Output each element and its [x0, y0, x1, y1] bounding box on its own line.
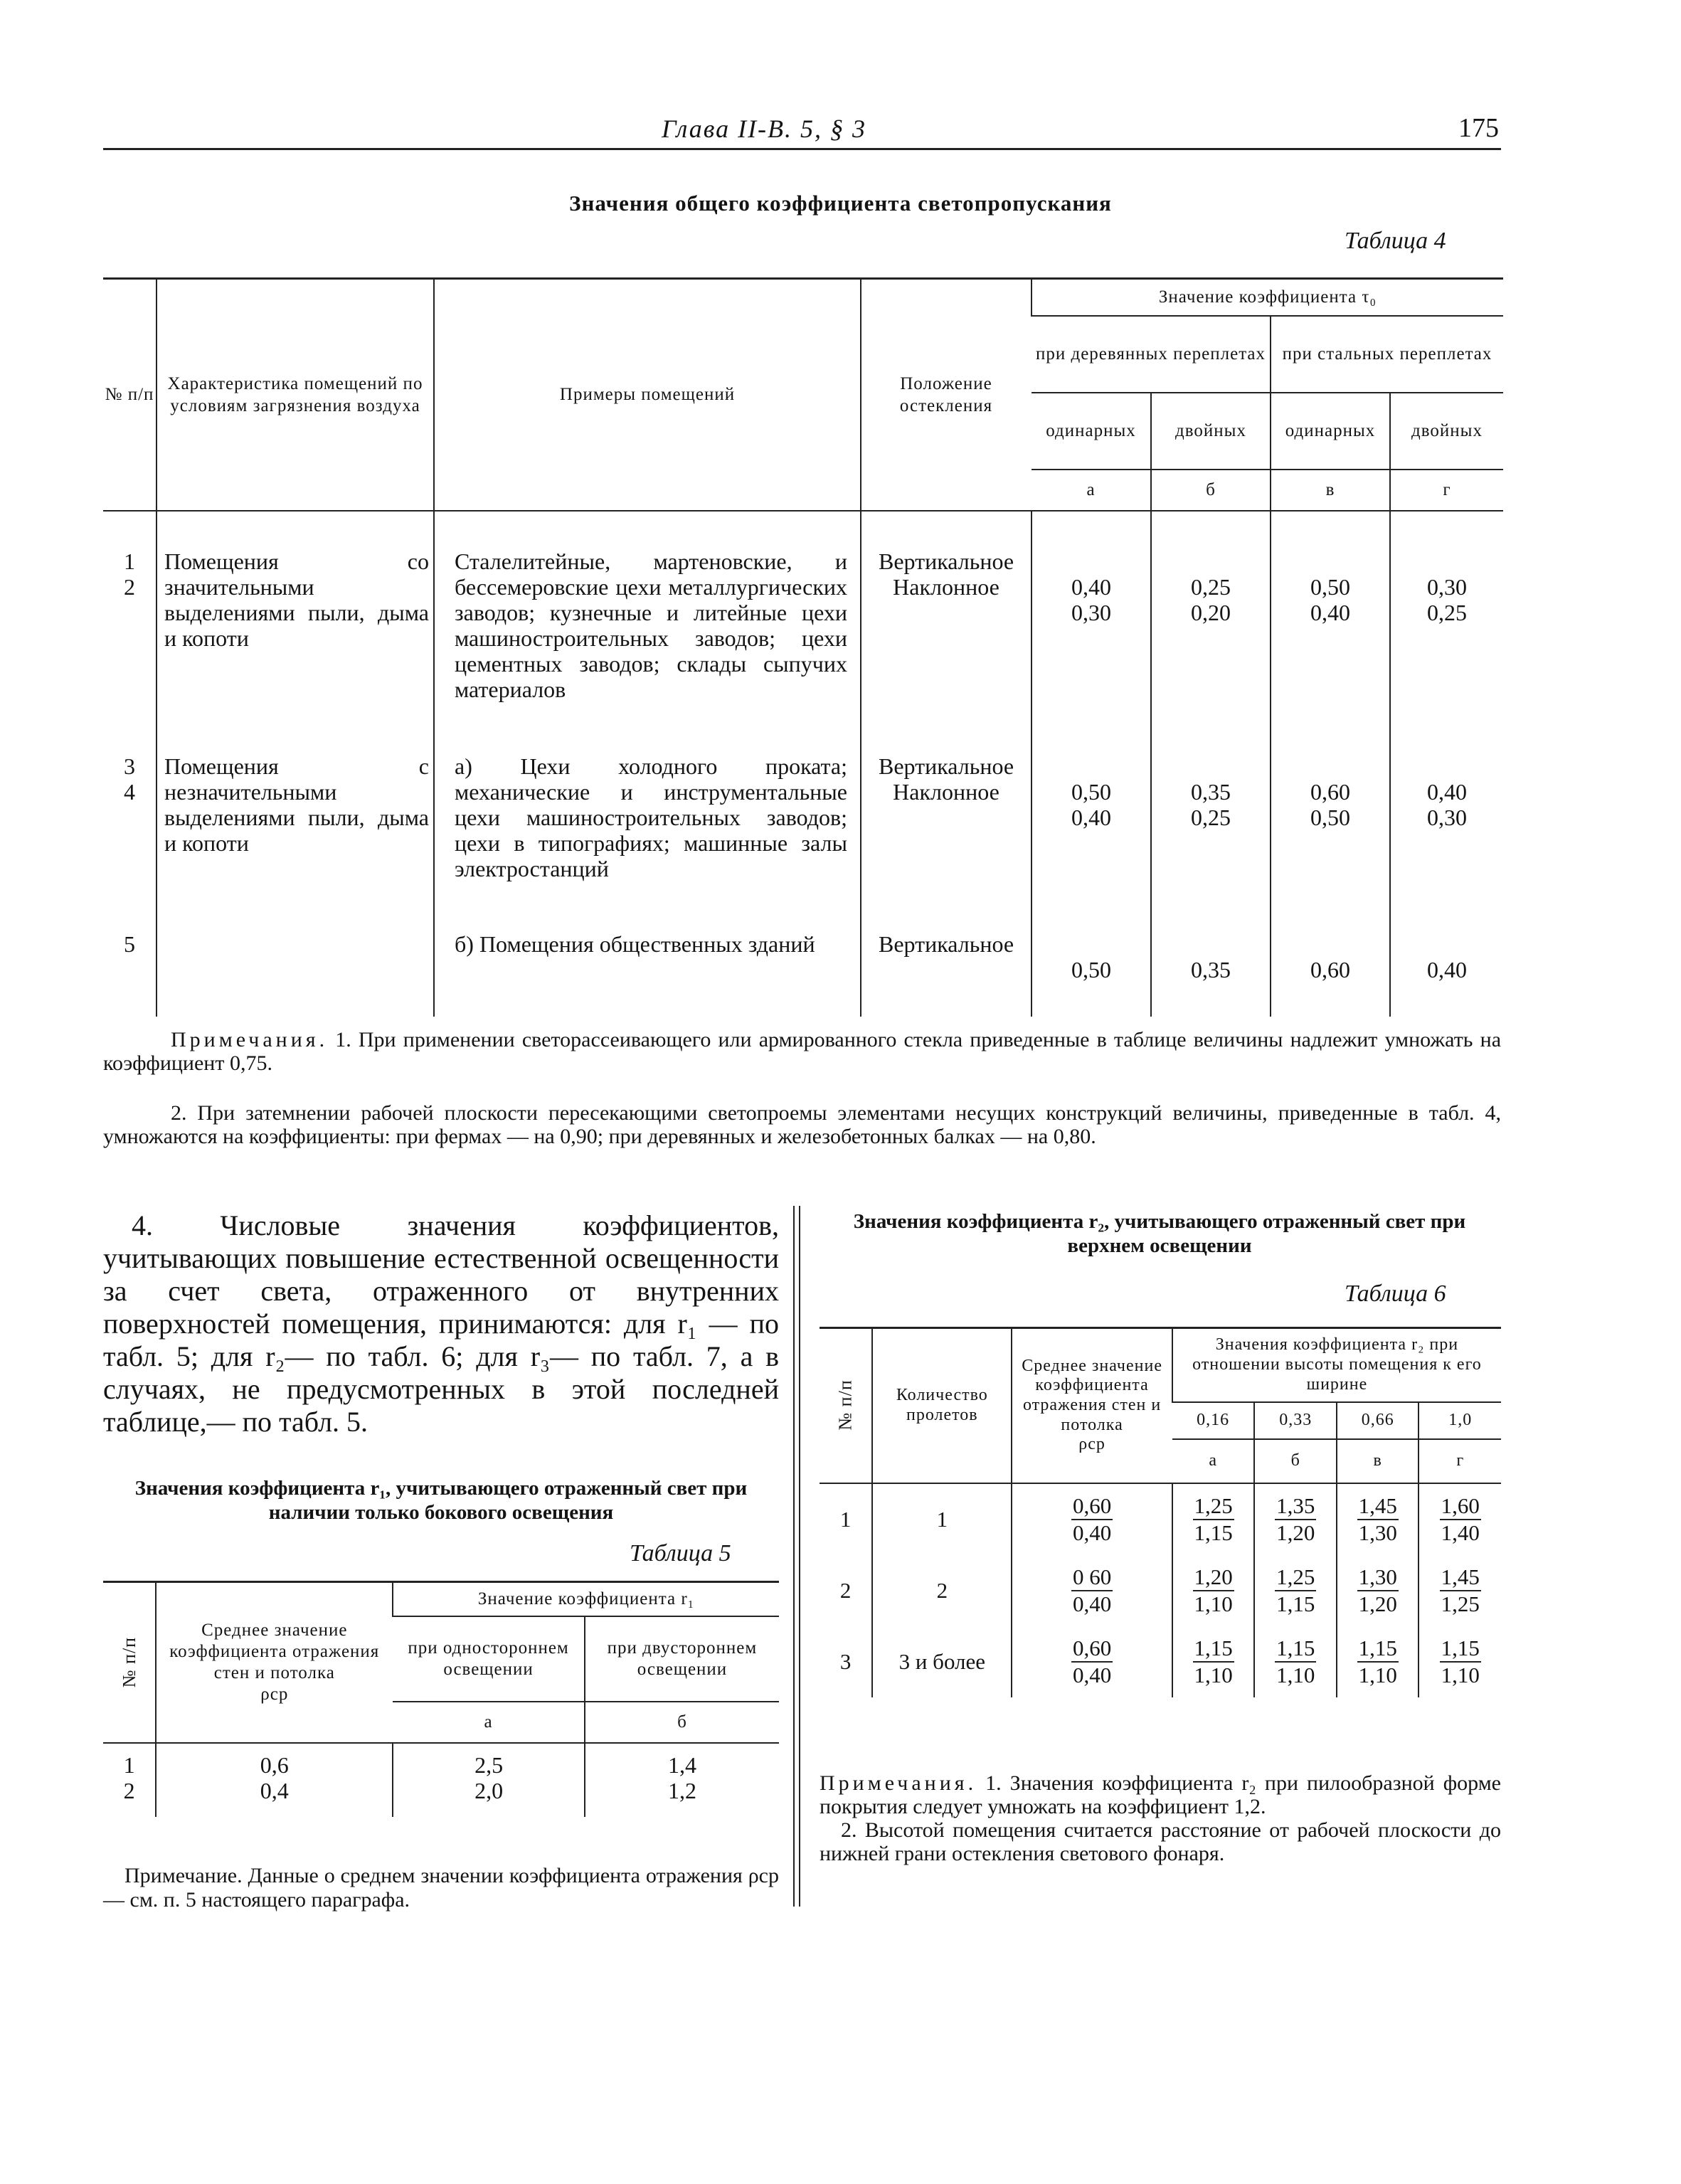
t5-value: 2,5 [474, 1751, 504, 1778]
t5-two-sided [585, 1743, 779, 1817]
row-number: 3 [839, 1648, 852, 1674]
t6-header-spans: Количество пролетов [872, 1328, 1012, 1483]
t4-value-cell [1151, 753, 1271, 931]
t6-value: $\frac{1,20}{1,10}$ [1172, 1555, 1255, 1626]
row-number: 2 [124, 573, 135, 600]
table-row [820, 1483, 1501, 1555]
t6-spans: 2 [872, 1555, 1012, 1626]
t5-one-sided [393, 1743, 585, 1817]
t5-header-coef-group: Значение коэффициента r₁ [393, 1582, 779, 1616]
t4-value-cell [1271, 511, 1390, 753]
table-row [820, 1555, 1501, 1626]
t6-header-avg: Среднее значение коэффициента отражения стен и потолка ρср [1012, 1328, 1172, 1483]
note-text: 1. При применении светорассеивающего или армированного стекла приведенные в таблице величины надлежит умножать на коэффициент 0,75. [103, 1028, 1502, 1075]
t4-value: 0,30 [1427, 573, 1467, 600]
t4-positions [861, 511, 1032, 753]
page-number: 175 [1458, 113, 1499, 143]
t6-avg: $\frac{0 60}{0,40}$ [1012, 1555, 1172, 1626]
t5-letter: б [585, 1702, 779, 1743]
t4-header-position: Положение остекления [861, 279, 1032, 511]
t4-value: 0,20 [1191, 599, 1231, 625]
t6-letter: в [1337, 1439, 1419, 1483]
table4-label: Таблица 4 [1345, 228, 1446, 254]
t4-value-cell [1032, 753, 1151, 931]
t4-value: 0,40 [1071, 804, 1111, 830]
t6-value: $\frac{1,25}{1,15}$ [1254, 1555, 1337, 1626]
t4-letter: в [1271, 470, 1390, 511]
row-number: 2 [123, 1777, 135, 1803]
t4-value: 0,40 [1071, 573, 1111, 600]
t6-value: $\frac{1,15}{1,10}$ [1418, 1626, 1501, 1697]
table5-note: Примечание. Данные о среднем значении коэффициента отражения ρср— см. п. 5 настоящего параграфа. [103, 1864, 779, 1912]
t4-header-double: двойных [1390, 393, 1503, 470]
t4-value: 0,25 [1191, 804, 1231, 830]
t6-letter: а [1172, 1439, 1255, 1483]
t4-header-coef-group: Значение коэффициента τ₀ [1032, 279, 1503, 316]
t4-value: 0,50 [1071, 778, 1111, 805]
t5-header-one-sided: при одностороннем освещении [393, 1616, 585, 1702]
t4-value: 0,50 [1310, 804, 1350, 830]
t4-examples: Сталелитейные, мартеновские, и бессемеровские цехи металлургических заводов; кузнечные и литейные цехи машиностроительных заводов; цехи цементных заводов; склады сыпучих материалов [434, 511, 861, 753]
table6-label: Таблица 6 [1345, 1281, 1446, 1307]
t4-header-steel: при стальных переплетах [1271, 316, 1503, 393]
position-label: Вертикальное [878, 548, 1014, 574]
position-label: Наклонное [893, 778, 999, 805]
rho-symbol: ρср [260, 1684, 289, 1704]
row-number: 4 [124, 778, 135, 805]
t6-value: $\frac{1,30}{1,20}$ [1337, 1555, 1419, 1626]
t5-nums [103, 1743, 156, 1817]
row-number: 1 [839, 1506, 852, 1532]
t5-header-avg: Среднее значение коэффициента отражения стен и потолка ρср [156, 1582, 393, 1743]
t4-value: 0,30 [1427, 804, 1467, 830]
table6 [820, 1327, 1501, 1697]
t6-value: $\frac{1,15}{1,10}$ [1254, 1626, 1337, 1697]
t6-avg: $\frac{0,60}{0,40}$ [1012, 1483, 1172, 1555]
t4-value-cell [1032, 511, 1151, 753]
t4-row-nums [103, 511, 157, 753]
t4-value-cell [1151, 511, 1271, 753]
t6-header-num: № п/п [820, 1328, 872, 1483]
t5-value: 1,4 [667, 1751, 696, 1778]
column-separator [793, 1206, 800, 1907]
t6-value: $\frac{1,15}{1,10}$ [1172, 1626, 1255, 1697]
t4-header-single: одинарных [1271, 393, 1390, 470]
t4-letter: а [1032, 470, 1151, 511]
t4-row-nums [103, 931, 157, 1017]
t6-letter: г [1418, 1439, 1501, 1483]
row-number: 2 [839, 1577, 852, 1603]
t4-value: 0,50 [1310, 573, 1350, 600]
running-header: Глава II-В. 5, § 3 [662, 115, 867, 143]
t4-positions [861, 753, 1032, 931]
paragraph-4: 4. Числовые значения коэффициентов, учитывающих повышение естественной освещенности за счет света, отраженного от внутренних поверхностей помещения, принимаются: для r₁ — по табл. 5; для r₂— по табл. 6; для r₃— по табл. 7, а в случаях, не предусмотренных в этой последней таблице,— по табл. 5. [103, 1209, 779, 1438]
position-label: Вертикальное [878, 931, 1014, 957]
t6-value: $\frac{1,60}{1,40}$ [1418, 1483, 1501, 1555]
t4-header-double: двойных [1151, 393, 1271, 470]
row-number: 1 [123, 1751, 135, 1778]
t4-positions [861, 931, 1032, 1017]
t4-value: 0,25 [1191, 573, 1231, 600]
table5-label: Таблица 5 [630, 1540, 731, 1567]
t6-ratio: 1,0 [1418, 1402, 1501, 1439]
table4 [103, 277, 1503, 1017]
t4-letter: б [1151, 470, 1271, 511]
t4-value: 0,35 [1191, 778, 1231, 805]
note-text: 1. Значения коэффициента r₂ при пилообразной форме покрытия следует умножать на коэффициент 1,2. [820, 1771, 1501, 1818]
t4-examples: а) Цехи холодного проката; механические и инструментальные цехи машиностроительных заводов; цехи в типографиях; машинные залы электростанций [434, 753, 861, 931]
t4-value: 0,40 [1390, 931, 1503, 1017]
rho-symbol: ρср [1078, 1435, 1105, 1454]
header-rule [103, 148, 1501, 150]
t4-letter: г [1390, 470, 1503, 511]
t4-characteristic [157, 931, 434, 1017]
t4-value: 0,40 [1427, 778, 1467, 805]
row-number: 5 [124, 931, 135, 957]
row-number: 1 [124, 548, 135, 574]
t6-value: $\frac{1,35}{1,20}$ [1254, 1483, 1337, 1555]
table5 [103, 1581, 779, 1817]
table4-title: Значения общего коэффициента светопропускания [569, 191, 1112, 216]
table-row [820, 1626, 1501, 1697]
table4-note-2: 2. При затемнении рабочей плоскости пересекающими светопроемы элементами несущих конструкций величины, приведенные в табл. 4, умножаются на коэффициенты: при фермах — на 0,90; при деревянных и железобетонных балках — на 0,80. [103, 1101, 1501, 1148]
t5-avg [156, 1743, 393, 1817]
notes-lead: Примечания. [171, 1028, 329, 1051]
t6-spans: 1 [872, 1483, 1012, 1555]
t4-value: 0,25 [1427, 599, 1467, 625]
position-label: Вертикальное [878, 753, 1014, 779]
t6-value: $\frac{1,45}{1,25}$ [1418, 1555, 1501, 1626]
t4-header-single: одинарных [1032, 393, 1151, 470]
t6-value: $\frac{1,15}{1,10}$ [1337, 1626, 1419, 1697]
table5-title: Значения коэффициента r₁, учитывающего отраженный свет при наличии только бокового освещения [134, 1477, 748, 1524]
t4-header-wood: при деревянных переплетах [1032, 316, 1271, 393]
t4-value-cell [1390, 511, 1503, 753]
t5-header-two-sided: при двустороннем освещении [585, 1616, 779, 1702]
t4-header-num: № п/п [103, 279, 157, 511]
t5-value: 1,2 [667, 1777, 696, 1803]
t6-header-coef-group: Значения коэффициента r₂ при отношении высоты помещения к его ширине [1172, 1328, 1501, 1402]
t4-examples: б) Помещения общественных зданий [434, 931, 861, 1017]
notes-lead: Примечания. [820, 1771, 977, 1795]
table6-notes [820, 1771, 1501, 1865]
t5-header-num: № п/п [103, 1582, 156, 1743]
t4-characteristic: Помещения с незначительными выделениями пыли, дыма и копоти [157, 753, 434, 931]
t6-ratio: 0,33 [1254, 1402, 1337, 1439]
t4-characteristic: Помещения со значительными выделениями пыли, дыма и копоти [157, 511, 434, 753]
t4-value-cell [1271, 753, 1390, 931]
t6-letter: б [1254, 1439, 1337, 1483]
t6-value: $\frac{1,25}{1,15}$ [1172, 1483, 1255, 1555]
t4-header-characteristic: Характеристика помещений по условиям загрязнения воздуха [157, 279, 434, 511]
t4-value: 0,40 [1310, 599, 1350, 625]
row-number: 3 [124, 753, 135, 779]
t4-header-examples: Примеры помещений [434, 279, 861, 511]
t4-value: 0,30 [1071, 599, 1111, 625]
t5-value: 0,6 [260, 1751, 289, 1778]
t6-spans: 3 и более [872, 1626, 1012, 1697]
t6-avg: $\frac{0,60}{0,40}$ [1012, 1626, 1172, 1697]
t5-value: 2,0 [474, 1777, 504, 1803]
t4-value-cell [1390, 753, 1503, 931]
t4-value: 0,60 [1271, 931, 1390, 1017]
t6-ratio: 0,66 [1337, 1402, 1419, 1439]
t4-value: 0,60 [1310, 778, 1350, 805]
note-text: 2. Высотой помещения считается расстояние от рабочей плоскости до нижней грани остекления светового фонаря. [820, 1818, 1501, 1865]
t4-value: 0,50 [1032, 931, 1151, 1017]
t4-row-nums [103, 753, 157, 931]
t6-ratio: 0,16 [1172, 1402, 1255, 1439]
t4-value: 0,35 [1151, 931, 1271, 1017]
position-label: Наклонное [893, 573, 999, 600]
table4-note-1 [103, 1028, 1501, 1075]
t6-value: $\frac{1,45}{1,30}$ [1337, 1483, 1419, 1555]
t5-value: 0,4 [260, 1777, 289, 1803]
table6-title: Значения коэффициента r₂, учитывающего отраженный свет при верхнем освещении [853, 1210, 1466, 1257]
t5-letter: а [393, 1702, 585, 1743]
